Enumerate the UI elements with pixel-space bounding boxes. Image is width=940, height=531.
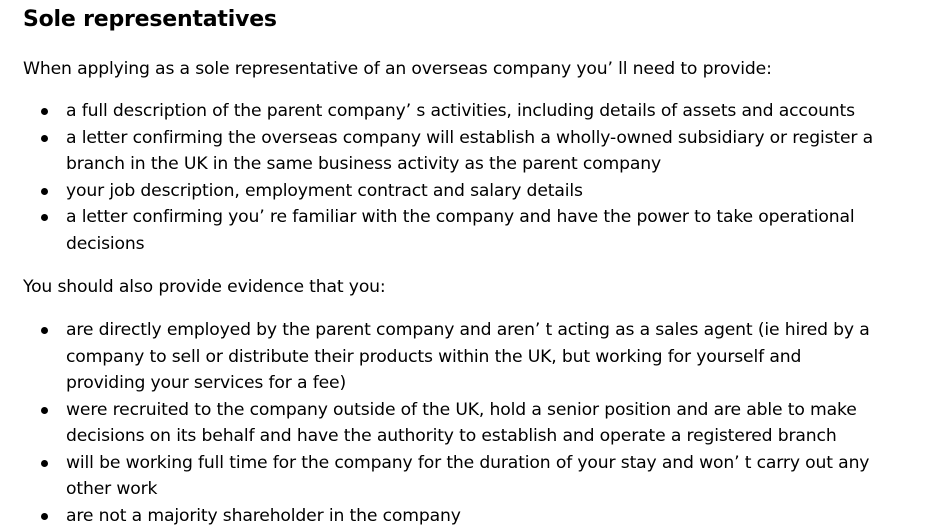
- list-item: [0, 125, 940, 178]
- list-item-text: were recruited to the company outside of the UK, hold a senior position and are able to make decisions on its behalf and have the authority to establish and operate a registered branch: [66, 399, 857, 446]
- list-item: [0, 317, 940, 397]
- list-item-text: a full description of the parent company’ s activities, including details of assets and accounts: [66, 101, 855, 121]
- bullet-icon: [41, 135, 48, 142]
- list-item-text: are directly employed by the parent company and aren’ t acting as a sales agent (ie hired by a company to sell or distribute their products within the UK, but working for yourself and providing your services for a fee): [66, 320, 870, 393]
- list-item: [0, 450, 940, 503]
- list-item-text: a letter confirming you’ re familiar with the company and have the power to take operational decisions: [66, 207, 855, 254]
- list-item-text: your job description, employment contract and salary details: [66, 180, 583, 201]
- list-item: [0, 178, 940, 205]
- list-item: [0, 204, 940, 257]
- evidence-paragraph: You should also provide evidence that you:: [23, 277, 386, 297]
- bullet-icon: [41, 108, 48, 115]
- bullet-icon: [41, 327, 48, 334]
- bullet-icon: [41, 407, 48, 414]
- evidence-list: [0, 317, 940, 529]
- list-item-text: will be working full time for the company for the duration of your stay and won’ t carry out any other work: [66, 452, 870, 499]
- requirements-list: [0, 98, 940, 257]
- bullet-icon: [41, 513, 48, 520]
- list-item: [0, 98, 940, 125]
- bullet-icon: [41, 214, 48, 221]
- list-item-text: a letter confirming the overseas company will establish a wholly-owned subsidiary or register a branch in the UK in the same business activity as the parent company: [66, 127, 874, 174]
- intro-paragraph: When applying as a sole representative of an overseas company you’ ll need to provide:: [23, 59, 772, 79]
- page-title: Sole representatives: [23, 7, 277, 32]
- list-item: [0, 503, 940, 530]
- bullet-icon: [41, 460, 48, 467]
- list-item-text: are not a majority shareholder in the company: [66, 505, 461, 526]
- bullet-icon: [41, 188, 48, 195]
- list-item: [0, 397, 940, 450]
